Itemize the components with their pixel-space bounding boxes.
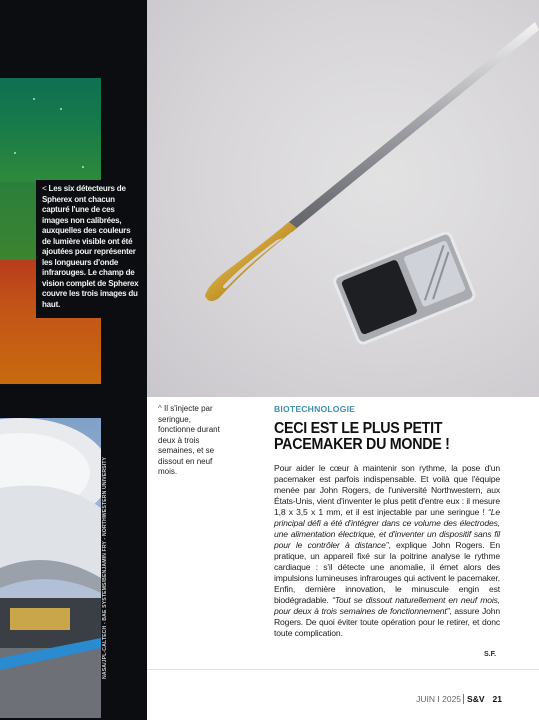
article-kicker: BIOTECHNOLOGIE bbox=[274, 404, 356, 414]
pacemaker-needle-photo bbox=[147, 0, 539, 397]
article-quote-1: “Le principal défi a été d'intégrer dans ce volume des électrodes, une alimentation électrique, et d'inventer un dispositif sans fil pour le contrôler à distance” bbox=[274, 507, 500, 550]
article-paragraph-1: Pour aider le cœur à maintenir son rythme, la pose d'un pacemaker est parfois indispensable. Et voilà que l'équipe menée par John Rogers, de l'université Northwestern, aux États-Unis, vient d'inventer le plus petit d'entre eux : il mesure 1,8 x 3,5 x 1 mm, et il est injectable par une seringue ! bbox=[274, 463, 500, 517]
spherex-caption-text: Les six détecteurs de Spherex ont chacun capturé l'une de ces images non calibrées, auxquelles des couleurs de lumière visible ont été ajoutées pour représenter les longueurs d'onde infrarouges. Le champ de vision complet de Spherex couvre les trois images du haut. bbox=[42, 184, 139, 309]
spherex-image-top bbox=[0, 78, 101, 182]
page-footer bbox=[416, 694, 502, 704]
pacemaker-caption bbox=[158, 404, 224, 478]
photo-credit: NASA/JPL-CALTECH - BAE SYSTEMS/BENJAMIN FRY - NORTHWESTERN UNIVERSITY bbox=[102, 456, 108, 680]
footer-divider bbox=[147, 669, 539, 670]
spherex-caption bbox=[36, 180, 144, 318]
photo-gutter bbox=[147, 397, 539, 403]
caption-up-arrow-icon: ^ bbox=[158, 404, 162, 413]
article-paragraph-2: , explique John Rogers. En pratique, un appareil fixé sur la poitrine analyse le rythme cardiaque : s'il détecte une anomalie, il émet alors des impulsions lumineuses infrarouges qui activent le pacemaker. Enfin, dernière innovation, le minuscule engin est biodégradable. bbox=[274, 540, 500, 605]
article-body bbox=[274, 463, 500, 639]
pacemaker-caption-text: Il s'injecte par seringue, fonctionne durant deux à trois semaines, et se dissout en neuf mois. bbox=[158, 404, 220, 476]
article bbox=[274, 404, 500, 639]
article-title: CECI EST LE PLUS PETIT PACEMAKER DU MONDE ! bbox=[274, 420, 450, 453]
magazine-logo: S&V bbox=[463, 694, 484, 704]
article-quote-2: “Tout se dissout naturellement en neuf mois, pour deux à trois semaines de fonctionnement” bbox=[274, 595, 501, 616]
author-signature: S.F. bbox=[484, 651, 497, 658]
caption-arrow: < bbox=[42, 184, 47, 193]
page-number: 21 bbox=[492, 694, 502, 704]
issue-date: JUIN I 2025 bbox=[416, 694, 462, 704]
spherex-telescope-photo bbox=[0, 418, 101, 718]
article-paragraph-3: , assure John Rogers. De quoi éviter toute opération pour le retirer, et donc toute complication. bbox=[274, 606, 500, 638]
